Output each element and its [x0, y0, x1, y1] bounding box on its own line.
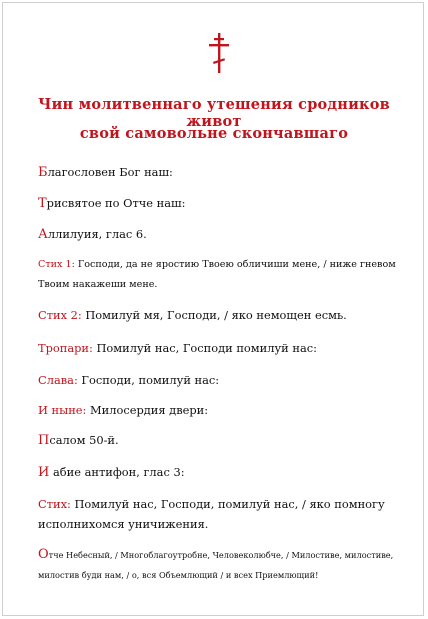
prayer-line: Стих 2: Помилуй мя, Господи, / яко немощен есмь. — [38, 308, 347, 322]
page-title-line-1: Чин молитвеннаго утешения сродников живот — [38, 96, 390, 130]
prayer-line: Стих 1: Господи, да не яростию Твоею обличиши мене, / ниже гневом Твоим накажеши мене. — [38, 259, 396, 290]
prayer-line: Тропари: Помилуй нас, Господи помилуй нас: — [38, 341, 317, 355]
prayer-line: И ныне: Милосердия двери: — [38, 403, 209, 417]
page-title-line-2: свой самовольне скончавшаго — [79, 125, 349, 142]
prayer-line: Слава: Господи, помилуй нас: — [38, 373, 220, 387]
prayer-line: И абие антифон, глас 3: — [38, 465, 185, 480]
prayer-line: Трисвятое по Отче наш: — [38, 196, 186, 211]
prayer-line: Благословен Бог наш: — [38, 165, 173, 180]
prayer-line: Псалом 50-й. — [38, 433, 119, 448]
orthodox-cross-icon — [208, 33, 230, 73]
prayer-line: Аллилуия, глас 6. — [38, 227, 147, 242]
prayer-line: Стих: Помилуй нас, Господи, помилуй нас, / яко помногу исполнихомся уничижения. — [38, 497, 385, 531]
prayer-line: Отче Небесный, / Многоблагоутробне, Человеколюбче, / Милостиве, милостиве, милостив буди нам, / о, вся Объемлющий / и всех Приемлющий! — [38, 547, 394, 580]
